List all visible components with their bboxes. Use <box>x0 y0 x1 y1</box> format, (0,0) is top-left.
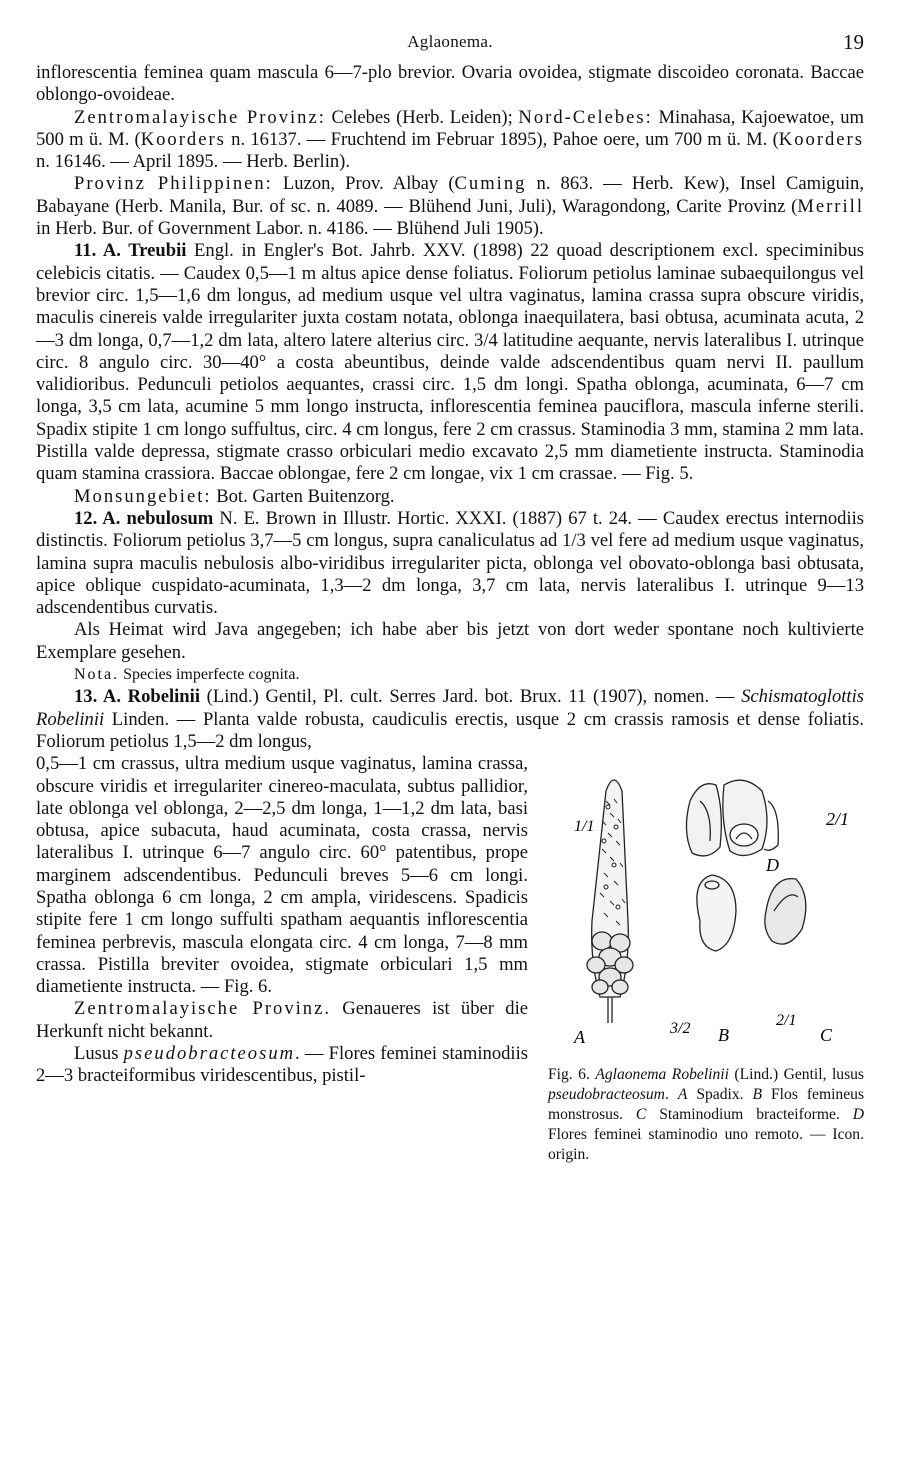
figure-label-d: D <box>766 855 779 876</box>
species-entry-treubii <box>36 240 864 485</box>
scale-label-d: 2/1 <box>826 809 850 830</box>
lusus-name: pseudobracteosum <box>123 1043 296 1065</box>
figure-label-b: B <box>718 1025 729 1046</box>
text-with-figure <box>36 753 864 1165</box>
text: 0,5—1 cm crassus, ultra medium usque vaginatus, lamina crassa, obscure viridis et irregulariter cinereo-maculata, subtus pallidior, late oblonga vel oblonga, 2—2,5 dm longa, 1—1,2 dm lata, basi obtusa, apice subacuta, haud acuminata, costa crassa, nervis lateralibus I. utrinque 6—7 angulo circ. 60° patentibus, prope marginem adscendentibus. Pedunculi breves 5—6 cm longi. Spatha oblonga 6 cm longa, 2 cm ampla, viridescens. Spadicis stipite fere 1 cm longo suffulti spatham aequantis inflorescentia feminea perbrevis, mascula elongata circ. 4 cm longa, 7—8 mm crassa. Pistilla breviter ovoidea, stigmate orbiculari 1,5 mm diametiente instructa. — Fig. 6. <box>36 753 528 998</box>
text: inflorescentia feminea quam mascula 6—7-plo brevior. Ovaria ovoidea, stigmate discoideo coronata. Baccae oblongo-ovoideae. <box>36 62 864 106</box>
text: Linden. — Planta valde robusta, caudiculis erectis, usque 2 cm crassis ramosis et dense foliatis. Foliorum petiolus 1,5—2 dm longus, <box>36 708 864 752</box>
text: n. 16137. — Fruchtend im Februar 1895), Pahoe oere, um 700 m ü. M. ( <box>225 128 779 150</box>
synonym-name: Schismatoglottis Robelinii <box>36 686 864 730</box>
scale-label-a: 1/1 <box>574 818 595 836</box>
figure-label-c: C <box>820 1025 833 1046</box>
paragraph-robelinii-cont <box>36 753 528 998</box>
caption-species-name: Aglaonema Robelinii <box>595 1066 729 1084</box>
scale-label-b: 3/2 <box>670 1020 691 1038</box>
collector-name: Koorders <box>140 128 226 150</box>
paragraph-distribution-robelinii <box>36 998 528 1043</box>
text: Als Heimat wird Java angegeben; ich habe aber bis jetzt von dort weder spontane noch kultivierte Exemplare gesehen. <box>36 619 864 663</box>
page-number: 19 <box>843 30 864 54</box>
species-entry-robelinii <box>36 686 864 753</box>
collector-name: Koorders <box>778 128 864 150</box>
paragraph-distribution-monsun <box>36 486 864 508</box>
text: Bot. Garten Buitenzorg. <box>211 485 395 507</box>
species-name: Robelinii <box>127 686 200 708</box>
text: Engl. in Engler's Bot. Jahrb. XXV. (1898) 22 quoad descriptionem excl. speciminibus celebicis citatis. — Caudex 0,5—1 m altus apice dense foliatus. Foliorum petiolus laminae subaequilongus vel brevior circ. 1,5—1,6 dm longus, ad medium usque vel ultra vaginatus, lamina crassa supra obscure viridis, maculis cinereis valde irregulariter juxta costam notata, oblonga inaequilatera, basi obtusa, acuminata acuta, 2—3 dm longa, 0,7—1,2 dm lata, altero latere alterius circ. 3/4 latitudine aequante, nervis lateralibus I. utrinque circ. 8 angulo circ. 30—40° a costa abeuntibus, deinde valde adscendentibus quam nervi II. paullum validioribus. Pedunculi petiolos aequantes, crassi circ. 1,5 dm longi. Spatha oblonga, acuminata, 6—7 cm longa, 3,5 cm lata, acumine 5 mm longo instructa, inflorescentia feminea pauciflora, mascula inferne sterili. Spadix stipite 1 cm longo suffultus, circ. 4 cm longus, fere 2 cm crassus. Staminodia 3 mm, stamina 2 mm lata. Pistilla valde depressa, stigmate crasso orbiculari medio excavato 2,5 mm diametiente instructa. Staminodia quam stamina crassiora. Baccae oblongae, fere 2 cm longae, vix 1 cm crassae. — Fig. 5. <box>36 240 865 485</box>
staminodium-c-drawing <box>765 879 806 945</box>
text: . — Flores feminei staminodiis 2—3 bracteiformibus viridescentibus, pistil- <box>36 1043 528 1087</box>
collector-name: Merrill <box>797 195 864 217</box>
paragraph-heimat <box>36 619 864 664</box>
text: N. E. Brown in Illustr. Hortic. XXXI. (1887) 67 t. 24. — Caudex erectus internodiis distinctis. Foliorum petiolus 3,7—5 cm longus, supra canaliculatus ad 1/3 vel fere ad medium usque vaginatus, lamina supra maculis nebulosis albo-viridibus irregulariter picta, oblonga vel obovato-oblonga basi obtusata, apice oblique cuspidato-acuminata, 1,3—2 dm longa, 3,7 cm lata, nervis lateralibus I. utrinque 9—13 adscendentibus curvatis. <box>36 507 864 619</box>
page <box>36 28 864 1165</box>
caption-text: . <box>664 1086 678 1104</box>
figure-label-a: A <box>574 1027 585 1048</box>
caption-fig-number: Fig. 6. <box>548 1066 596 1084</box>
caption-lusus-name: pseudobracteosum <box>548 1086 665 1104</box>
species-entry-nebulosum <box>36 508 864 619</box>
caption-letter-d: D <box>852 1106 864 1124</box>
caption-text: Flos femineus monstrosus. <box>548 1086 865 1124</box>
caption-letter-c: C <box>635 1106 647 1124</box>
paragraph-ovaria <box>36 62 864 107</box>
region-label: Zentromalayische Provinz: <box>74 106 326 128</box>
nota-label: Nota. <box>74 666 120 684</box>
text: Lusus <box>74 1043 124 1065</box>
caption-text: Staminodium bracteiforme. <box>646 1106 853 1124</box>
region-label: Nord-Celebes: <box>518 106 653 128</box>
species-name: Treubii <box>128 240 187 262</box>
region-label: Zentromalayische Provinz. <box>74 998 331 1020</box>
figure-caption <box>540 1065 864 1165</box>
paragraph-nota <box>36 664 864 686</box>
caption-letter-b: B <box>752 1086 763 1104</box>
species-name: nebulosum <box>126 507 214 529</box>
paragraph-distribution-philippines <box>36 173 864 240</box>
text-column <box>36 753 528 1087</box>
text: (Lind.) Gentil, Pl. cult. Serres Jard. bot. Brux. 11 (1907), nomen. — <box>199 686 742 708</box>
caption-text: (Lind.) Gentil, lusus <box>728 1066 865 1084</box>
paragraph-lusus <box>36 1043 528 1088</box>
region-label: Monsungebiet: <box>74 485 212 507</box>
species-number: 13. A. <box>74 686 128 708</box>
page-header <box>36 28 864 62</box>
text: Genaueres ist über die Herkunft nicht bekannt. <box>36 998 528 1042</box>
caption-letter-a: A <box>677 1086 688 1104</box>
species-number: 12. A. <box>74 507 127 529</box>
species-number: 11. A. <box>74 240 129 262</box>
collector-name: Cuming <box>454 173 527 195</box>
flores-d-drawing <box>686 780 778 856</box>
figure-illustration <box>540 761 864 1061</box>
text: n. 863. — Herb. Kew), Insel Camiguin, Babayane (Herb. Manila, Bur. of sc. n. 4089. — Blühend Juni, Juli), Waragondong, Carite Provinz ( <box>36 173 865 217</box>
text: Minahasa, Kajoewatoe, um 500 m ü. M. ( <box>36 106 864 150</box>
flos-b-drawing <box>697 875 736 951</box>
spadix-drawing <box>587 780 633 1023</box>
caption-text: Spadix. <box>687 1086 753 1104</box>
running-title: Aglaonema. <box>407 32 493 51</box>
text: n. 16146. — April 1895. — Herb. Berlin). <box>36 151 350 173</box>
text: in Herb. Bur. of Government Labor. n. 4186. — Blühend Juli 1905). <box>36 218 544 240</box>
region-label: Provinz Philippinen: <box>74 173 273 195</box>
caption-text: Flores feminei staminodio uno remoto. — Icon. origin. <box>548 1126 864 1164</box>
scale-label-c: 2/1 <box>776 1012 797 1030</box>
text: Species imperfecte cognita. <box>119 666 300 684</box>
paragraph-distribution-celebes <box>36 107 864 174</box>
text: Celebes (Herb. Leiden); <box>325 106 519 128</box>
text: Luzon, Prov. Albay ( <box>272 173 455 195</box>
figure-6 <box>540 761 864 1165</box>
